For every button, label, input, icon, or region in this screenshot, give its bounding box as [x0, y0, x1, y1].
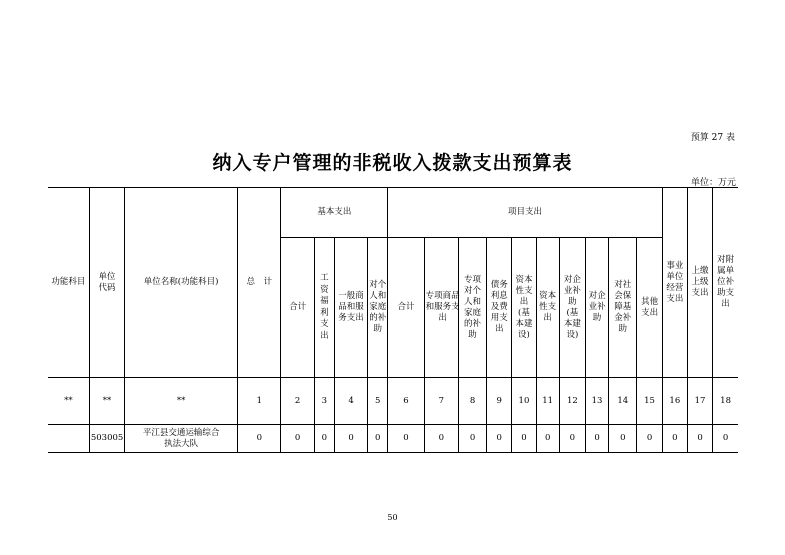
unit-code-cell: 503005 — [89, 425, 124, 453]
value-cell: 0 — [238, 425, 281, 453]
header-basic-wages: 工资福利支出 — [314, 238, 334, 378]
index-cell: 16 — [662, 378, 687, 425]
header-unit-name: 单位名称(功能科目) — [125, 188, 238, 378]
page-title: 纳入专户管理的非税收入拨款支出预算表 — [212, 152, 573, 174]
index-cell: 12 — [559, 378, 585, 425]
value-cell: 0 — [662, 425, 687, 453]
header-project-enterprise-construction: 对企业补助(基本建设) — [559, 238, 585, 378]
header-project-total: 合计 — [388, 238, 424, 378]
index-cell: ** — [89, 378, 124, 425]
header-project-personal: 专项对个人和家庭的补助 — [458, 238, 486, 378]
table-row — [48, 425, 738, 453]
func-subject-cell — [48, 425, 89, 453]
value-cell: 0 — [368, 425, 388, 453]
index-cell: 8 — [458, 378, 486, 425]
value-cell: 0 — [536, 425, 559, 453]
index-cell: 3 — [314, 378, 334, 425]
value-cell: 0 — [687, 425, 712, 453]
header-project-capital: 资本性支出 — [536, 238, 559, 378]
index-cell: 15 — [637, 378, 662, 425]
header-upper: 上缴上级支出 — [687, 188, 712, 378]
header-basic-personal: 对个人和家庭的补助 — [368, 238, 388, 378]
value-cell: 0 — [487, 425, 512, 453]
header-unit-code: 单位代码 — [89, 188, 124, 378]
value-cell: 0 — [314, 425, 334, 453]
header-project-goods: 专项商品和服务支出 — [424, 238, 458, 378]
form-number: 预算 27 表 — [690, 133, 735, 143]
unit-name-cell: 平江县交通运输综合执法大队 — [125, 425, 238, 453]
header-total: 总 计 — [238, 188, 281, 378]
header-project-enterprise: 对企业补助 — [585, 238, 608, 378]
index-cell: 1 — [238, 378, 281, 425]
index-cell: 18 — [713, 378, 738, 425]
index-cell: 5 — [368, 378, 388, 425]
index-cell: 14 — [609, 378, 637, 425]
header-project-other: 其他支出 — [637, 238, 662, 378]
value-cell: 0 — [334, 425, 367, 453]
value-cell: 0 — [458, 425, 486, 453]
header-project-social-security: 对社会保障基金补助 — [609, 238, 637, 378]
index-cell: 2 — [281, 378, 314, 425]
unit-label: 单位：万元 — [690, 178, 736, 188]
value-cell: 0 — [609, 425, 637, 453]
header-basic-goods: 一般商品和服务支出 — [334, 238, 367, 378]
header-row-groups — [48, 188, 738, 238]
index-row — [48, 378, 738, 425]
header-project-group: 项目支出 — [388, 188, 662, 238]
index-cell: 13 — [585, 378, 608, 425]
value-cell: 0 — [424, 425, 458, 453]
value-cell: 0 — [388, 425, 424, 453]
index-cell: 11 — [536, 378, 559, 425]
value-cell: 0 — [585, 425, 608, 453]
header-business: 事业单位经营支出 — [662, 188, 687, 378]
index-cell: 17 — [687, 378, 712, 425]
index-cell: ** — [125, 378, 238, 425]
budget-table — [48, 187, 738, 453]
index-cell: 4 — [334, 378, 367, 425]
header-func-subject: 功能科目 — [48, 188, 89, 378]
value-cell: 0 — [281, 425, 314, 453]
index-cell: 10 — [512, 378, 536, 425]
page-number: 50 — [387, 513, 398, 522]
header-project-capital-construction: 资本性支出(基本建设) — [512, 238, 536, 378]
index-cell: ** — [48, 378, 89, 425]
value-cell: 0 — [637, 425, 662, 453]
header-project-debt: 债务利息及费用支出 — [487, 238, 512, 378]
header-affiliated: 对附属单位补助支出 — [713, 188, 738, 378]
value-cell: 0 — [512, 425, 536, 453]
header-basic-total: 合计 — [281, 238, 314, 378]
header-basic-group: 基本支出 — [281, 188, 388, 238]
value-cell: 0 — [559, 425, 585, 453]
index-cell: 9 — [487, 378, 512, 425]
value-cell: 0 — [713, 425, 738, 453]
index-cell: 7 — [424, 378, 458, 425]
index-cell: 6 — [388, 378, 424, 425]
